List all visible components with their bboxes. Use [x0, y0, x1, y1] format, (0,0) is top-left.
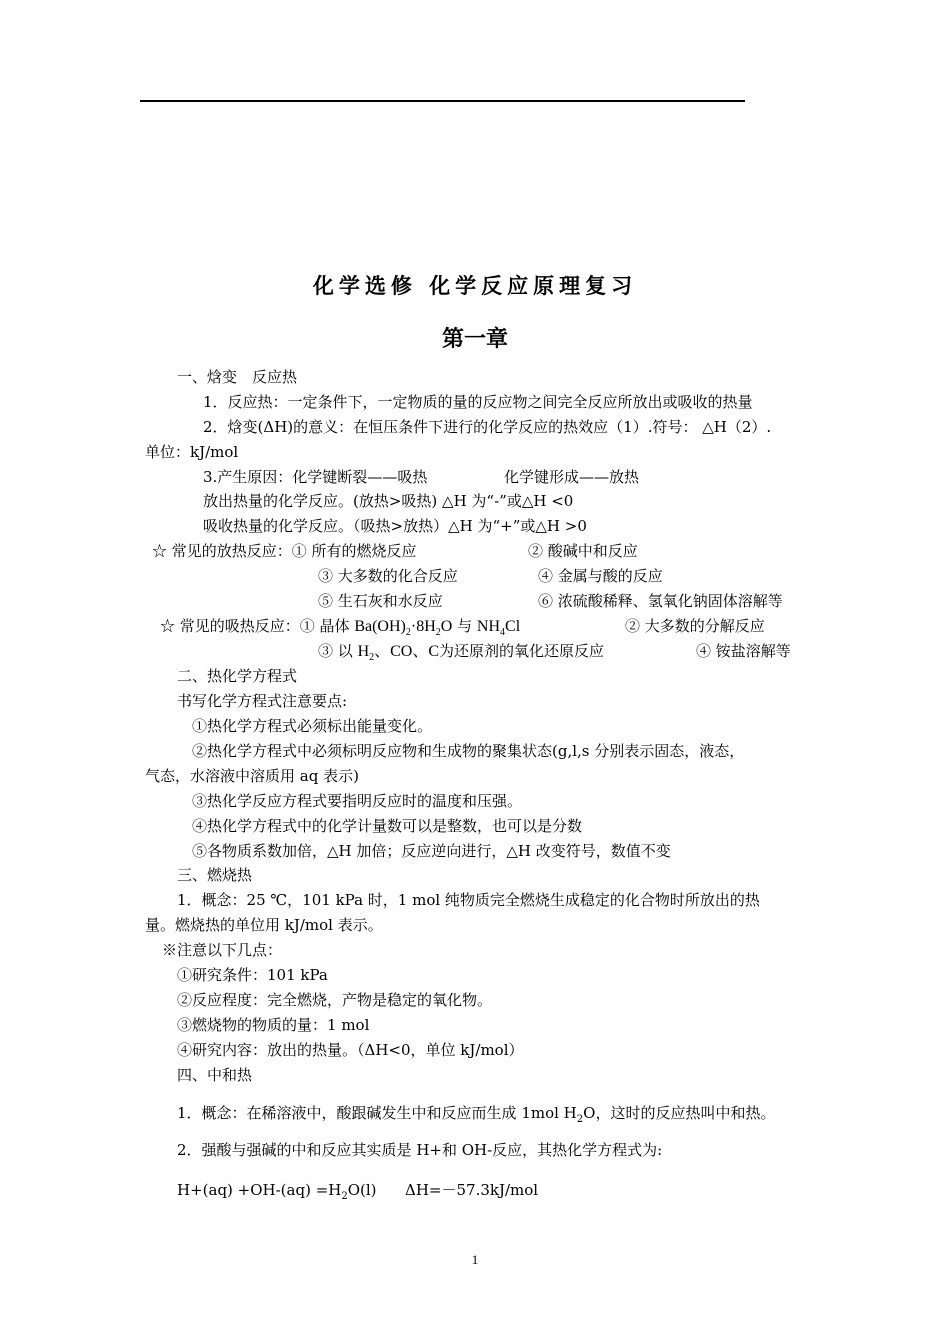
endo-item-4: ④ 铵盐溶解等 [696, 642, 791, 660]
page-number: 1 [471, 1252, 479, 1267]
s3-concept: 1．概念：25 ℃，101 kPa 时，1 mol 纯物质完全燃烧生成稳定的化合物时所放出的热 [177, 891, 760, 909]
s3-note-1: ①研究条件：101 kPa [177, 966, 328, 984]
section-4-heading: 四、中和热 [177, 1066, 253, 1084]
s3-note-heading: ※注意以下几点： [162, 941, 283, 959]
s2-rule-2: ②热化学方程式中必须标明反应物和生成物的聚集状态(g,l,s 分别表示固态，液态， [192, 742, 745, 760]
word-and: 与 [457, 617, 473, 635]
chapter-heading: 第一章 [441, 327, 508, 352]
s2-rule-5: ⑤各物质系数加倍，△H 加倍；反应逆向进行，△H 改变符号，数值不变 [192, 842, 671, 860]
s4-enthalpy-value: ΔH=－57.3kJ/mol [405, 1181, 539, 1199]
exo-item-3: ③ 大多数的化合反应 [318, 567, 458, 585]
s2-rule-1: ①热化学方程式必须标出能量变化。 [192, 717, 433, 735]
s1-endothermic-def: 吸收热量的化学反应。（吸热>放热）△H 为“+”或△H >0 [203, 517, 587, 535]
section-2-heading: 二、热化学方程式 [177, 667, 298, 685]
s3-concept-cont: 量。燃烧热的单位用 kJ/mol 表示。 [145, 916, 383, 934]
exo-item-2: ② 酸碱中和反应 [528, 542, 638, 560]
endo-item-3: ③ 以 $H_2$、CO、C为还原剂的氧化还原反应 [318, 642, 605, 663]
s1-paragraph-2-cont: 单位：kJ/mol [145, 443, 239, 461]
exo-list-label: ☆ 常见的放热反应：① 所有的燃烧反应 [152, 542, 417, 560]
section-1-heading: 一、焓变 反应热 [177, 368, 298, 386]
endo-list-line-1 [160, 616, 520, 637]
header-rule [140, 100, 745, 102]
s1-paragraph-3b: 化学键形成——放热 [504, 468, 640, 486]
endo-item-2: ② 大多数的分解反应 [625, 617, 765, 635]
s2-rule-2-cont: 气态，水溶液中溶质用 aq 表示) [145, 767, 359, 785]
s4-equation: $H+(aq) +OH-(aq) =H_2O(l)$ [177, 1181, 377, 1202]
exo-item-5: ⑤ 生石灰和水反应 [318, 592, 443, 610]
s1-paragraph-1: 1．反应热：一定条件下，一定物质的量的反应物之间完全反应所放出或吸收的热量 [203, 393, 753, 411]
document-title: 化学选修 化学反应原理复习 [312, 274, 638, 298]
s1-paragraph-2: 2．焓变(ΔH)的意义：在恒压条件下进行的化学反应的热效应（1）.符号： △H（2）. [203, 418, 772, 436]
s3-note-4: ④研究内容：放出的热量。（ΔH<0，单位 kJ/mol） [177, 1041, 524, 1059]
formula-baoh2: $Ba(OH)_2\cdot 8H_2O$ [354, 618, 453, 638]
s2-rule-3: ③热化学反应方程式要指明反应时的温度和压强。 [192, 792, 523, 810]
s3-note-2: ②反应程度：完全燃烧，产物是稳定的氧化物。 [177, 991, 493, 1009]
exo-item-6: ⑥ 浓硫酸稀释、氢氧化钠固体溶解等 [538, 592, 783, 610]
formula-nh4cl: $NH_4Cl$ [476, 618, 521, 638]
s4-strong-acid-base: 2．强酸与强碱的中和反应其实质是 H+和 OH-反应，其热化学方程式为: [177, 1141, 663, 1159]
s2-intro: 书写化学方程式注意要点: [177, 692, 348, 710]
s3-note-3: ③燃烧物的物质的量：1 mol [177, 1016, 370, 1034]
s2-rule-4: ④热化学方程式中的化学计量数可以是整数，也可以是分数 [192, 817, 583, 835]
section-3-heading: 三、燃烧热 [177, 866, 253, 884]
s1-exothermic-def: 放出热量的化学反应。(放热>吸热) △H 为“-”或△H <0 [203, 492, 574, 510]
s1-paragraph-3a: 3.产生原因：化学键断裂——吸热 [203, 468, 428, 486]
endo-list-label: ☆ 常见的吸热反应：① 晶体 [160, 617, 350, 635]
s4-concept: 1．概念：在稀溶液中，酸跟碱发生中和反应而生成 1mol $H_2O$，这时的反应热叫中和热。 [177, 1104, 776, 1125]
exo-item-4: ④ 金属与酸的反应 [538, 567, 663, 585]
